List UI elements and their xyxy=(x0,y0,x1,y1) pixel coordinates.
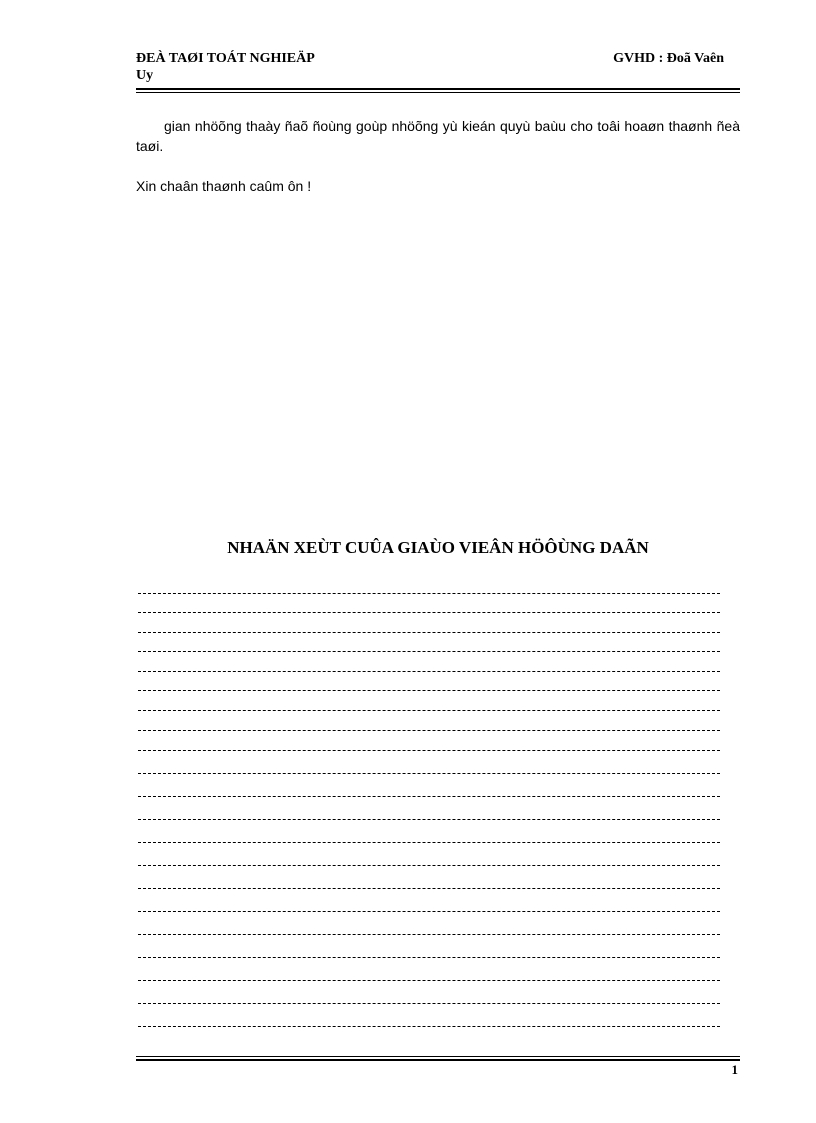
comment-line xyxy=(138,819,720,820)
comment-line xyxy=(138,671,720,672)
comment-line xyxy=(138,730,720,731)
comment-line xyxy=(138,865,720,866)
footer-rule xyxy=(136,1056,740,1061)
comment-line xyxy=(138,593,720,594)
acknowledgement-paragraph: gian nhöõng thaày ñaõ ñoùng goùp nhöõng yù kieán quyù baùu cho toâi hoaøn thaønh ñeà taøi. xyxy=(136,118,740,154)
comment-line xyxy=(138,1003,720,1004)
comment-line xyxy=(138,651,720,652)
comment-line xyxy=(138,842,720,843)
section-title: NHAÄN XEÙT CUÛA GIAÙO VIEÂN HÖÔÙNG DAÃN xyxy=(227,538,649,557)
comment-line xyxy=(138,911,720,912)
comment-line xyxy=(138,750,720,751)
comment-line xyxy=(138,773,720,774)
comment-line xyxy=(138,796,720,797)
comment-line xyxy=(138,710,720,711)
page-header xyxy=(136,50,740,90)
comment-line xyxy=(138,957,720,958)
comment-line xyxy=(138,612,720,613)
comment-line xyxy=(138,980,720,981)
header-rule xyxy=(136,88,740,93)
header-title-line-2: Uy xyxy=(136,68,154,83)
comment-line xyxy=(138,934,720,935)
header-title-line-1: ĐEÀ TAØI TOÁT NGHIEÄP xyxy=(136,51,315,66)
comment-line xyxy=(138,888,720,889)
header-thesis-title xyxy=(136,50,315,84)
comment-line xyxy=(138,690,720,691)
comment-line xyxy=(138,1026,720,1027)
body-text xyxy=(136,116,740,196)
thanks-line: Xin chaân thaønh caûm ôn ! xyxy=(136,178,312,194)
comment-line xyxy=(138,632,720,633)
header-supervisor: GVHD : Đoã Vaên xyxy=(613,51,724,66)
page-number: 1 xyxy=(731,1062,738,1077)
